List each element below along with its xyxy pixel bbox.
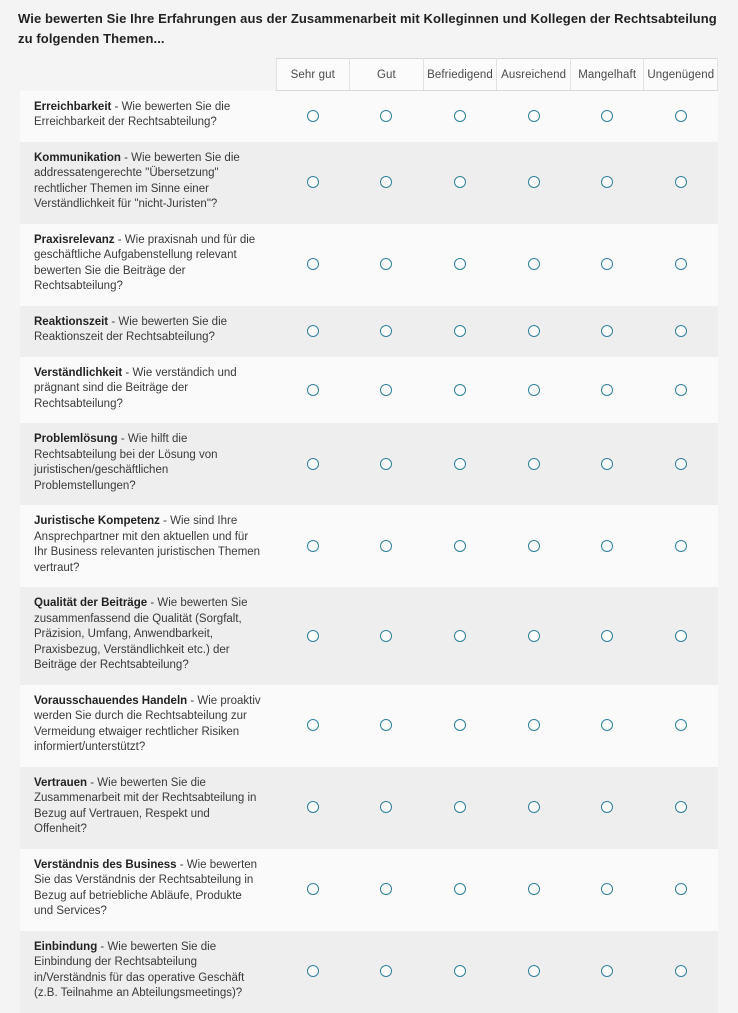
radio-button[interactable]: [380, 630, 392, 642]
matrix-option-cell[interactable]: [644, 931, 718, 1013]
radio-button[interactable]: [601, 458, 613, 470]
radio-button[interactable]: [380, 384, 392, 396]
radio-button[interactable]: [307, 883, 319, 895]
radio-button[interactable]: [675, 965, 687, 977]
matrix-row-label: [20, 685, 276, 767]
radio-button[interactable]: [601, 110, 613, 122]
matrix-row-label: [20, 767, 276, 849]
matrix-row: [20, 685, 718, 767]
matrix-header-row: [20, 59, 718, 91]
matrix-option-cell[interactable]: [497, 224, 571, 306]
matrix-option-cell[interactable]: [644, 587, 718, 685]
matrix-option-cell[interactable]: [497, 849, 571, 931]
radio-button[interactable]: [380, 258, 392, 270]
radio-button[interactable]: [380, 325, 392, 337]
matrix-option-cell[interactable]: [276, 849, 350, 931]
matrix-option-cell[interactable]: [276, 931, 350, 1013]
matrix-row: [20, 357, 718, 424]
matrix-option-cell[interactable]: [570, 91, 644, 142]
radio-button[interactable]: [380, 540, 392, 552]
radio-button[interactable]: [528, 540, 540, 552]
matrix-option-cell[interactable]: [423, 142, 497, 224]
matrix-row-text: - Wie bewerten Sie die Einbindung der Rechtsabteilung in/Verständnis für das operative Geschäft (z.B. Teilnahme an Abteilungsmeetings)?: [34, 940, 245, 999]
column-header-befriedigend: Befriedigend: [423, 59, 497, 91]
radio-button[interactable]: [307, 965, 319, 977]
matrix-row-text: - Wie proaktiv werden Sie durch die Rechtsabteilung zur Vermeidung etwaiger rechtlicher Risiken informiert/unterstützt?: [34, 694, 261, 753]
radio-button[interactable]: [675, 258, 687, 270]
radio-button[interactable]: [454, 110, 466, 122]
matrix-option-cell[interactable]: [350, 767, 424, 849]
matrix-option-cell[interactable]: [276, 306, 350, 357]
matrix-option-cell[interactable]: [423, 849, 497, 931]
matrix-option-cell[interactable]: [423, 423, 497, 505]
radio-button[interactable]: [601, 540, 613, 552]
matrix-row: [20, 423, 718, 505]
matrix-option-cell[interactable]: [350, 357, 424, 424]
radio-button[interactable]: [601, 883, 613, 895]
radio-button[interactable]: [528, 883, 540, 895]
radio-button[interactable]: [675, 384, 687, 396]
matrix-row-label: [20, 91, 276, 142]
radio-button[interactable]: [528, 325, 540, 337]
matrix-option-cell[interactable]: [350, 931, 424, 1013]
matrix-option-cell[interactable]: [570, 931, 644, 1013]
matrix-option-cell[interactable]: [350, 142, 424, 224]
matrix-option-cell[interactable]: [570, 142, 644, 224]
matrix-option-cell[interactable]: [423, 306, 497, 357]
matrix-option-cell[interactable]: [570, 587, 644, 685]
matrix-option-cell[interactable]: [350, 224, 424, 306]
matrix-row-topic: Kommunikation: [34, 151, 121, 164]
radio-button[interactable]: [307, 630, 319, 642]
matrix-body: [20, 91, 718, 1013]
radio-button[interactable]: [528, 965, 540, 977]
radio-button[interactable]: [675, 630, 687, 642]
matrix-row-text: - Wie bewerten Sie die Zusammenarbeit mit der Rechtsabteilung in Bezug auf Vertrauen, Respekt und Offenheit?: [34, 776, 257, 835]
matrix-option-cell[interactable]: [423, 91, 497, 142]
matrix-row-topic: Qualität der Beiträge: [34, 597, 148, 609]
matrix-option-cell[interactable]: [644, 849, 718, 931]
matrix-option-cell[interactable]: [497, 91, 571, 142]
matrix-option-cell[interactable]: [423, 931, 497, 1013]
matrix-option-cell[interactable]: [276, 224, 350, 306]
matrix-row-topic: Vorausschauendes Handeln: [34, 694, 188, 707]
radio-button[interactable]: [307, 540, 319, 552]
matrix-row-label: [20, 849, 276, 931]
matrix-row-topic: Problemlösung: [34, 433, 118, 445]
matrix-row-topic: Reaktionszeit: [34, 315, 109, 328]
radio-button[interactable]: [454, 384, 466, 396]
matrix-row-text: - Wie bewerten Sie die Reaktionszeit der Rechtsabteilung?: [34, 315, 228, 343]
matrix-option-cell[interactable]: [644, 505, 718, 587]
matrix-header: [20, 59, 718, 91]
matrix-option-cell[interactable]: [570, 767, 644, 849]
radio-button[interactable]: [307, 325, 319, 337]
radio-button[interactable]: [307, 801, 319, 813]
radio-button[interactable]: [675, 883, 687, 895]
matrix-option-cell[interactable]: [497, 357, 571, 424]
radio-button[interactable]: [601, 325, 613, 337]
radio-button[interactable]: [307, 258, 319, 270]
matrix-option-cell[interactable]: [276, 587, 350, 685]
matrix-row-text: - Wie hilft die Rechtsabteilung bei der Lösung von juristischen/geschäftlichen Problemstellungen?: [34, 433, 218, 492]
matrix-option-cell[interactable]: [350, 587, 424, 685]
matrix-option-cell[interactable]: [644, 357, 718, 424]
matrix-option-cell[interactable]: [423, 685, 497, 767]
matrix-option-cell[interactable]: [497, 587, 571, 685]
matrix-row-text: - Wie verständich und prägnant sind die Beiträge der Rechtsabteilung?: [34, 366, 237, 410]
question-title: Wie bewerten Sie Ihre Erfahrungen aus der Zusammenarbeit mit Kolleginnen und Kollegen der Rechtsabteilung zu folgenden Themen...: [18, 11, 717, 46]
radio-button[interactable]: [601, 258, 613, 270]
radio-button[interactable]: [307, 176, 319, 188]
radio-button[interactable]: [454, 801, 466, 813]
matrix-option-cell[interactable]: [350, 849, 424, 931]
radio-button[interactable]: [380, 801, 392, 813]
radio-button[interactable]: [380, 965, 392, 977]
radio-button[interactable]: [454, 630, 466, 642]
matrix-row-text: - Wie sind Ihre Ansprechpartner mit den aktuellen und für Ihr Business relevanten juristischen Themen vertraut?: [34, 515, 261, 574]
matrix-row: [20, 306, 718, 357]
matrix-row-text: - Wie bewerten Sie zusammenfassend die Qualität (Sorgfalt, Präzision, Umfang, Anwendbarkeit, Praxisbezug, Verständlichkeit etc.) der Beiträge der Rechtsabteilung?: [34, 597, 248, 671]
matrix-option-cell[interactable]: [644, 767, 718, 849]
matrix-row: [20, 91, 718, 142]
matrix-row: [20, 849, 718, 931]
matrix-row-topic: Erreichbarkeit: [34, 100, 112, 113]
matrix-option-cell[interactable]: [276, 91, 350, 142]
radio-button[interactable]: [454, 540, 466, 552]
radio-button[interactable]: [380, 883, 392, 895]
matrix-row-text: - Wie bewerten Sie das Verständnis der Rechtsabteilung in Bezug auf betriebliche Abläufe, Produkte und Services?: [34, 858, 258, 917]
radio-button[interactable]: [528, 384, 540, 396]
matrix-option-cell[interactable]: [350, 423, 424, 505]
matrix-row-text: - Wie praxisnah und für die geschäftliche Aufgabenstellung relevant bewerten Sie die Beiträge der Rechtsabteilung?: [34, 233, 256, 292]
matrix-option-cell[interactable]: [644, 685, 718, 767]
matrix-row: [20, 142, 718, 224]
matrix-option-cell[interactable]: [497, 423, 571, 505]
radio-button[interactable]: [528, 719, 540, 731]
matrix-option-cell[interactable]: [497, 931, 571, 1013]
column-header-ungenuegend: Ungenügend: [644, 59, 718, 91]
matrix-option-cell[interactable]: [423, 224, 497, 306]
radio-button[interactable]: [454, 883, 466, 895]
column-header-ausreichend: Ausreichend: [497, 59, 571, 91]
matrix-option-cell[interactable]: [423, 357, 497, 424]
matrix-option-cell[interactable]: [644, 423, 718, 505]
matrix-row-label: [20, 357, 276, 424]
matrix-row-label: [20, 931, 276, 1013]
radio-button[interactable]: [454, 325, 466, 337]
matrix-option-cell[interactable]: [644, 224, 718, 306]
matrix-option-cell[interactable]: [276, 505, 350, 587]
matrix-row-label: [20, 505, 276, 587]
radio-button[interactable]: [307, 384, 319, 396]
radio-button[interactable]: [307, 458, 319, 470]
radio-button[interactable]: [601, 176, 613, 188]
radio-button[interactable]: [675, 801, 687, 813]
radio-button[interactable]: [528, 176, 540, 188]
matrix-row-label: [20, 423, 276, 505]
radio-button[interactable]: [528, 258, 540, 270]
matrix-row-topic: Praxisrelevanz: [34, 233, 115, 246]
radio-button[interactable]: [454, 258, 466, 270]
column-header-gut: Gut: [350, 59, 424, 91]
matrix-row-topic: Juristische Kompetenz: [34, 515, 160, 527]
matrix-option-cell[interactable]: [497, 685, 571, 767]
radio-button[interactable]: [601, 630, 613, 642]
radio-button[interactable]: [454, 176, 466, 188]
radio-button[interactable]: [380, 110, 392, 122]
radio-button[interactable]: [454, 719, 466, 731]
rating-matrix-table: [20, 58, 718, 1013]
matrix-row-label: [20, 142, 276, 224]
radio-button[interactable]: [380, 719, 392, 731]
matrix-row-topic: Einbindung: [34, 940, 98, 953]
matrix-option-cell[interactable]: [497, 142, 571, 224]
radio-button[interactable]: [675, 540, 687, 552]
radio-button[interactable]: [528, 110, 540, 122]
matrix-option-cell[interactable]: [423, 767, 497, 849]
matrix-option-cell[interactable]: [644, 142, 718, 224]
radio-button[interactable]: [307, 719, 319, 731]
radio-button[interactable]: [675, 325, 687, 337]
matrix-option-cell[interactable]: [644, 306, 718, 357]
radio-button[interactable]: [307, 110, 319, 122]
matrix-option-cell[interactable]: [276, 767, 350, 849]
radio-button[interactable]: [675, 458, 687, 470]
radio-button[interactable]: [380, 176, 392, 188]
column-header-mangelhaft: Mangelhaft: [570, 59, 644, 91]
rating-matrix-container: [20, 58, 718, 1013]
matrix-option-cell[interactable]: [423, 505, 497, 587]
column-header-sehr-gut: Sehr gut: [276, 59, 350, 91]
radio-button[interactable]: [675, 176, 687, 188]
matrix-row-text: - Wie bewerten Sie die Erreichbarkeit der Rechtsabteilung?: [34, 100, 231, 128]
matrix-option-cell[interactable]: [350, 685, 424, 767]
matrix-option-cell[interactable]: [570, 423, 644, 505]
matrix-option-cell[interactable]: [497, 306, 571, 357]
radio-button[interactable]: [528, 801, 540, 813]
matrix-row: [20, 224, 718, 306]
matrix-option-cell[interactable]: [276, 142, 350, 224]
matrix-row-label: [20, 224, 276, 306]
matrix-row-topic: Verständnis des Business: [34, 858, 177, 871]
matrix-option-cell[interactable]: [570, 505, 644, 587]
radio-button[interactable]: [601, 719, 613, 731]
matrix-option-cell[interactable]: [570, 306, 644, 357]
matrix-option-cell[interactable]: [570, 849, 644, 931]
matrix-option-cell[interactable]: [570, 685, 644, 767]
radio-button[interactable]: [380, 458, 392, 470]
radio-button[interactable]: [528, 458, 540, 470]
matrix-option-cell[interactable]: [570, 224, 644, 306]
radio-button[interactable]: [675, 110, 687, 122]
matrix-option-cell[interactable]: [350, 505, 424, 587]
radio-button[interactable]: [675, 719, 687, 731]
radio-button[interactable]: [601, 801, 613, 813]
matrix-option-cell[interactable]: [276, 423, 350, 505]
matrix-row-text: - Wie bewerten Sie die addressatengerechte "Übersetzung" rechtlicher Themen im Sinne einer Verständlichkeit für "nicht-Juristen"?: [34, 151, 240, 210]
matrix-header-spacer: [20, 59, 276, 91]
radio-button[interactable]: [528, 630, 540, 642]
radio-button[interactable]: [454, 458, 466, 470]
matrix-row-topic: Verständlichkeit: [34, 366, 123, 379]
matrix-row: [20, 931, 718, 1013]
matrix-option-cell[interactable]: [497, 767, 571, 849]
matrix-option-cell[interactable]: [276, 685, 350, 767]
matrix-option-cell[interactable]: [350, 91, 424, 142]
matrix-row: [20, 505, 718, 587]
matrix-row: [20, 587, 718, 685]
matrix-option-cell[interactable]: [423, 587, 497, 685]
matrix-row-label: [20, 587, 276, 685]
matrix-option-cell[interactable]: [570, 357, 644, 424]
matrix-row: [20, 767, 718, 849]
matrix-option-cell[interactable]: [276, 357, 350, 424]
matrix-option-cell[interactable]: [350, 306, 424, 357]
matrix-row-topic: Vertrauen: [34, 776, 88, 789]
radio-button[interactable]: [601, 384, 613, 396]
matrix-option-cell[interactable]: [497, 505, 571, 587]
matrix-option-cell[interactable]: [644, 91, 718, 142]
matrix-row-label: [20, 306, 276, 357]
radio-button[interactable]: [601, 965, 613, 977]
radio-button[interactable]: [454, 965, 466, 977]
